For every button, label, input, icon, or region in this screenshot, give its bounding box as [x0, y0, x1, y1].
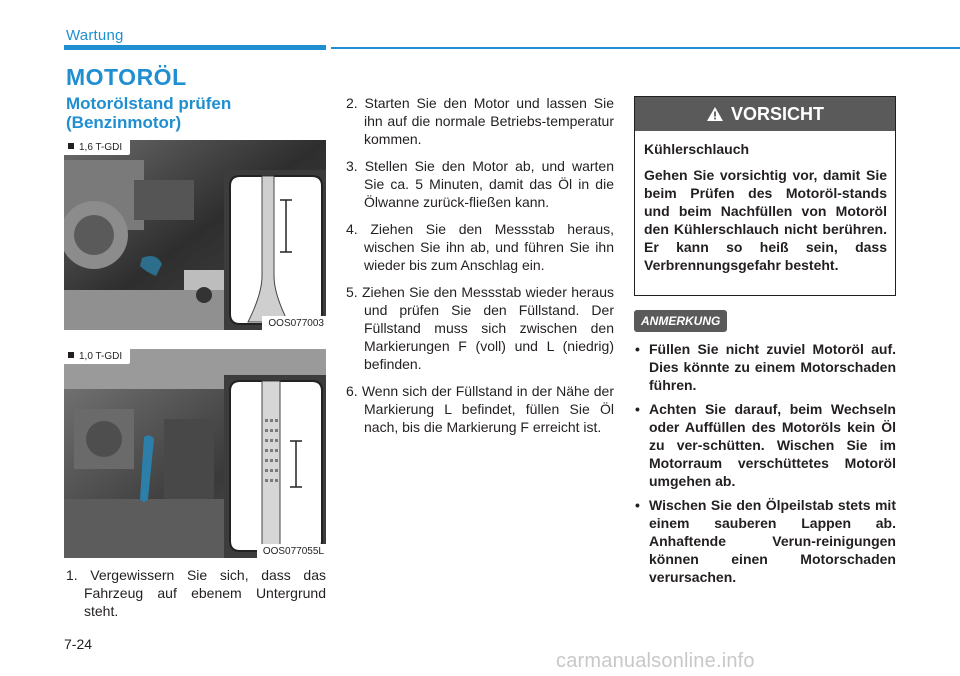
- note-item: • Wischen Sie den Ölpeilstab stets mit einem sauberen Lappen ab. Anhaftende Verun-reinigungen können einen Motorschaden verursachen.: [634, 496, 896, 586]
- caution-title: Kühlerschlauch: [644, 141, 750, 157]
- engine-oil-dipstick-photo-icon: [64, 349, 326, 558]
- steps-list-col1: [66, 566, 326, 629]
- engine-label: 1,6 T-GDI: [64, 140, 130, 155]
- note-list: [634, 340, 896, 592]
- caution-body: [635, 131, 895, 274]
- warning-triangle-icon: [706, 106, 724, 122]
- step-item: 5. Ziehen Sie den Messstab wieder heraus und prüfen Sie den Füllstand. Der Füllstand muss sich zwischen den Markierungen F (voll) und L (niedrig) befinden.: [346, 284, 614, 372]
- figure-code: OOS077055L: [257, 544, 326, 558]
- engine-photo-2: [64, 349, 326, 558]
- step-item: 4. Ziehen Sie den Messstab heraus, wischen Sie ihn ab, und führen Sie ihn wieder bis zum Anschlag ein.: [346, 221, 614, 273]
- engine-label: 1,0 T-GDI: [64, 349, 130, 364]
- figure-code: OOS077003: [262, 316, 326, 330]
- step-item: 6. Wenn sich der Füllstand in der Nähe der Markierung L befindet, füllen Sie Öl nach, bis die Markierung F erreicht ist.: [346, 383, 614, 435]
- caution-header: [635, 97, 895, 131]
- caution-label: VORSICHT: [730, 103, 824, 124]
- section-label: Wartung: [66, 27, 124, 44]
- engine-photo-1: [64, 140, 326, 330]
- caution-text: Gehen Sie vorsichtig vor, damit Sie beim Prüfen des Motoröl-stands und beim Nachfüllen von Motoröl den Kühlerschlauch nicht berühren. Er kann so heiß sein, dass Verbrennungsgefahr besteht.: [644, 167, 887, 273]
- page-number: 7-24: [64, 636, 93, 652]
- section-subtitle: Motorölstand prüfen (Benzinmotor): [66, 94, 232, 132]
- caution-box: [634, 96, 896, 296]
- page-title: MOTORÖL: [66, 64, 187, 90]
- note-item: • Füllen Sie nicht zuviel Motoröl auf. Dies könnte zu einem Motorschaden führen.: [634, 340, 896, 394]
- step-item: 2. Starten Sie den Motor und lassen Sie ihn auf die normale Betriebs-temperatur kommen.: [346, 95, 614, 147]
- header-rule-thick: [64, 45, 326, 50]
- note-badge: ANMERKUNG: [634, 310, 727, 332]
- step-item: 1. Vergewissern Sie sich, dass das Fahrzeug auf ebenem Untergrund steht.: [66, 567, 326, 619]
- header-rule-thin: [331, 47, 960, 49]
- engine-oil-dipstick-photo-icon: [64, 140, 326, 330]
- note-item: • Achten Sie darauf, beim Wechseln oder Auffüllen des Motoröls kein Öl zu ver-schütten. Wischen Sie im Motorraum verschüttetes Motoröl umgehen ab.: [634, 400, 896, 490]
- steps-list-col2: [346, 94, 614, 445]
- watermark: carmanualsonline.info: [556, 650, 755, 672]
- step-item: 3. Stellen Sie den Motor ab, und warten Sie ca. 5 Minuten, damit das Öl in die Ölwanne zurück-fließen kann.: [346, 158, 614, 210]
